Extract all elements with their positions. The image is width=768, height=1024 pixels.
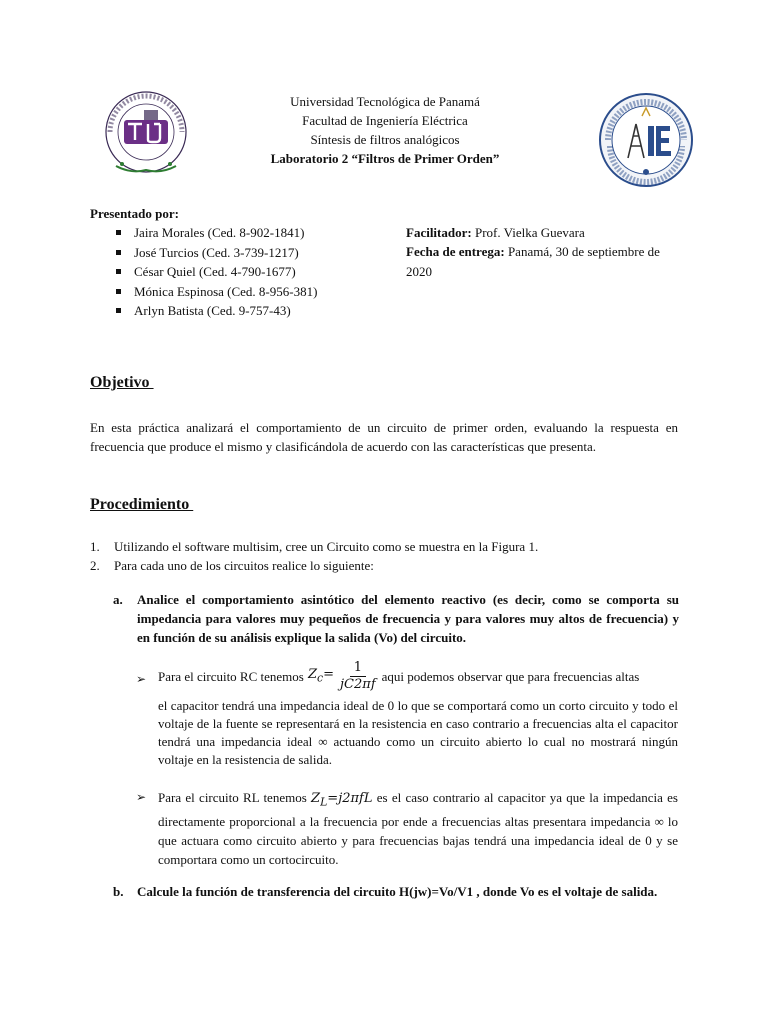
rc-intro: Para el circuito RC tenemos (158, 668, 304, 684)
list-item: José Turcios (Ced. 3-739-1217) (116, 243, 317, 263)
step-text: Utilizando el software multisim, cree un Circuito como se muestra en la Figura 1. (114, 539, 539, 554)
facilitator-label: Facilitador: (406, 225, 472, 240)
item-a-text: Analice el comportamiento asintótico del elemento reactivo (es decir, como se comporta su impedancia para valores muy pequeños de frecuencia y para valores muy altos de frecuencia) y en función de su análisis explique la salida (Vo) del circuito. (137, 592, 679, 645)
item-b (113, 882, 679, 901)
course-name: Síntesis de filtros analógicos (310, 132, 460, 147)
faculty-name: Facultad de Ingeniería Eléctrica (302, 113, 468, 128)
arrow-bullet-icon: ➢ (136, 672, 147, 686)
document-header (200, 92, 570, 168)
zl-expression (311, 791, 373, 809)
list-item: Arlyn Batista (Ced. 9-757-43) (116, 301, 317, 321)
item-a (113, 590, 679, 647)
university-name: Universidad Tecnológica de Panamá (290, 94, 480, 109)
equals-sign: = (323, 666, 335, 682)
item-a-marker: a. (113, 592, 123, 607)
zl-letter: Z (311, 791, 321, 806)
utp-logo-icon (96, 88, 196, 180)
rl-body-text: es el caso contrario al capacitor ya que la impedancia es directamente proporcional a la frecuencia por ende a frecuencias altas presentara impedancia ∞ lo que actuara como circuito abierto y para frecuencias bajas tendrá una impedancia ideal de 0 y se comportara como un cortocircuito. (158, 790, 678, 867)
due-date-label: Fecha de entrega: (406, 244, 505, 259)
due-date-value: Panamá, 30 de septiembre de 2020 (406, 244, 660, 279)
rc-intro-continuation: aqui podemos observar que para frecuencias altas (381, 668, 640, 684)
step-text: Para cada uno de los circuitos realice lo siguiente: (114, 558, 374, 573)
zc-symbol (304, 666, 334, 688)
impedance-fraction (338, 660, 378, 693)
facilitator-info (406, 223, 585, 243)
presented-by-label: Presentado por: (90, 206, 179, 221)
rc-analysis (158, 660, 678, 769)
item-b-text: Calcule la función de transferencia del circuito H(jw)=Vo/V1 , donde Vo es el voltaje de salida. (137, 884, 658, 899)
members-list (116, 223, 317, 321)
procedure-steps (90, 537, 538, 575)
due-date-info (406, 242, 682, 281)
objective-heading: Objetivo (90, 374, 154, 391)
rl-analysis (158, 788, 678, 869)
zl-subscript: L (320, 795, 328, 809)
zl-formula: =j2πfL (327, 791, 373, 806)
lab-title: Laboratorio 2 “Filtros de Primer Orden” (270, 151, 500, 166)
fraction-numerator: 1 (350, 660, 366, 677)
rc-body-text: el capacitor tendrá una impedancia ideal de 0 lo que se comportará como un corto circuito y todo el voltaje de la fuente se representará en la resistencia en caso contrario a frecuencias alta el capacitor tendrá una impedancia ideal ∞ actuando como un circuito abierto lo cual no mostrará ningún voltaje en la resistencia de salida. (158, 698, 678, 767)
zc-letter: Z (308, 666, 318, 682)
item-b-marker: b. (113, 884, 124, 899)
facilitator-value: Prof. Vielka Guevara (471, 225, 585, 240)
objective-text: En esta práctica analizará el comportamiento de un circuito de primer orden, evaluando la respuesta en frecuencia que produce el mismo y clasificándola de acuerdo con las características que presenta. (90, 420, 678, 454)
step-number: 2. (90, 558, 100, 573)
step-number: 1. (90, 539, 100, 554)
list-item: César Quiel (Ced. 4-790-1677) (116, 262, 317, 282)
procedure-heading: Procedimiento (90, 496, 194, 513)
rc-first-line (158, 660, 678, 693)
list-item: Mónica Espinosa (Ced. 8-956-381) (116, 282, 317, 302)
zc-subscript: c (317, 671, 324, 685)
list-item: Jaira Morales (Ced. 8-902-1841) (116, 223, 317, 243)
rl-intro: Para el circuito RL tenemos (158, 790, 312, 805)
list-item (90, 556, 538, 575)
list-item (90, 537, 538, 556)
fraction-denominator: jC2πf (340, 677, 376, 692)
fie-logo-icon (598, 92, 694, 188)
arrow-bullet-icon: ➢ (136, 790, 147, 804)
